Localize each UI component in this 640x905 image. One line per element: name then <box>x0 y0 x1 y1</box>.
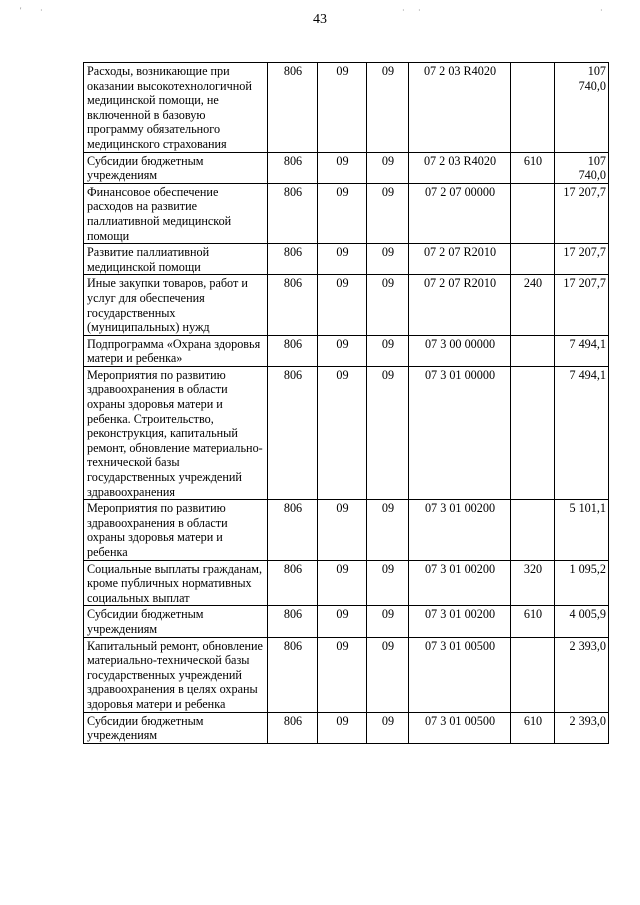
subsection-code-cell: 09 <box>367 500 409 560</box>
expense-type-cell <box>511 366 555 499</box>
table-row <box>84 63 609 153</box>
subsection-code-cell: 09 <box>367 335 409 366</box>
section-code-cell: 09 <box>318 63 367 153</box>
subsection-code-cell: 09 <box>367 183 409 243</box>
amount-cell: 17 207,7 <box>555 183 609 243</box>
section-code-cell: 09 <box>318 335 367 366</box>
table-row <box>84 712 609 743</box>
amount-cell: 107 740,0 <box>555 63 609 153</box>
target-article-cell: 07 2 03 R4020 <box>409 63 511 153</box>
section-code-cell: 09 <box>318 152 367 183</box>
expense-name-cell: Подпрограмма «Охрана здоровья матери и ребенка» <box>84 335 268 366</box>
expense-name-cell: Развитие паллиативной медицинской помощи <box>84 244 268 275</box>
budget-table <box>83 62 609 744</box>
table-row <box>84 560 609 606</box>
table-row <box>84 606 609 637</box>
expense-name-cell: Субсидии бюджетным учреждениям <box>84 712 268 743</box>
subsection-code-cell: 09 <box>367 275 409 335</box>
expense-name-cell: Субсидии бюджетным учреждениям <box>84 152 268 183</box>
department-code-cell: 806 <box>268 183 318 243</box>
section-code-cell: 09 <box>318 500 367 560</box>
subsection-code-cell: 09 <box>367 366 409 499</box>
amount-cell: 7 494,1 <box>555 366 609 499</box>
section-code-cell: 09 <box>318 606 367 637</box>
expense-name-cell: Мероприятия по развитию здравоохранения в области охраны здоровья матери и ребенка. Строительство, реконструкция, капитальный ремонт, обновление материально-технической базы государственных учреждений здравоохранения <box>84 366 268 499</box>
department-code-cell: 806 <box>268 637 318 712</box>
target-article-cell: 07 2 07 00000 <box>409 183 511 243</box>
amount-cell: 2 393,0 <box>555 637 609 712</box>
department-code-cell: 806 <box>268 244 318 275</box>
expense-type-cell <box>511 63 555 153</box>
target-article-cell: 07 2 07 R2010 <box>409 244 511 275</box>
table-row <box>84 335 609 366</box>
amount-cell: 17 207,7 <box>555 275 609 335</box>
table-row <box>84 637 609 712</box>
expense-name-cell: Иные закупки товаров, работ и услуг для обеспечения государственных (муниципальных) нужд <box>84 275 268 335</box>
department-code-cell: 806 <box>268 712 318 743</box>
expense-type-cell: 610 <box>511 152 555 183</box>
expense-type-cell: 610 <box>511 712 555 743</box>
expense-name-cell: Финансовое обеспечение расходов на развитие паллиативной медицинской помощи <box>84 183 268 243</box>
expense-name-cell: Мероприятия по развитию здравоохранения в области охраны здоровья матери и ребенка <box>84 500 268 560</box>
table-row <box>84 152 609 183</box>
table-row <box>84 275 609 335</box>
target-article-cell: 07 2 07 R2010 <box>409 275 511 335</box>
amount-cell: 4 005,9 <box>555 606 609 637</box>
page-number: 43 <box>313 12 327 27</box>
section-code-cell: 09 <box>318 560 367 606</box>
target-article-cell: 07 3 01 00200 <box>409 500 511 560</box>
target-article-cell: 07 3 01 00000 <box>409 366 511 499</box>
subsection-code-cell: 09 <box>367 152 409 183</box>
amount-cell: 17 207,7 <box>555 244 609 275</box>
expense-type-cell <box>511 335 555 366</box>
target-article-cell: 07 3 01 00200 <box>409 560 511 606</box>
department-code-cell: 806 <box>268 366 318 499</box>
target-article-cell: 07 3 01 00200 <box>409 606 511 637</box>
amount-cell: 107 740,0 <box>555 152 609 183</box>
expense-type-cell <box>511 500 555 560</box>
department-code-cell: 806 <box>268 275 318 335</box>
table-row <box>84 366 609 499</box>
target-article-cell: 07 3 01 00500 <box>409 712 511 743</box>
subsection-code-cell: 09 <box>367 606 409 637</box>
amount-cell: 7 494,1 <box>555 335 609 366</box>
expense-type-cell: 320 <box>511 560 555 606</box>
department-code-cell: 806 <box>268 152 318 183</box>
table-row <box>84 500 609 560</box>
table-row <box>84 183 609 243</box>
budget-table-body <box>84 63 609 744</box>
subsection-code-cell: 09 <box>367 244 409 275</box>
expense-type-cell: 610 <box>511 606 555 637</box>
expense-type-cell <box>511 244 555 275</box>
expense-name-cell: Субсидии бюджетным учреждениям <box>84 606 268 637</box>
department-code-cell: 806 <box>268 606 318 637</box>
amount-cell: 2 393,0 <box>555 712 609 743</box>
expense-name-cell: Расходы, возникающие при оказании высокотехнологичной медицинской помощи, не включенной в базовую программу обязательного медицинского страхования <box>84 63 268 153</box>
section-code-cell: 09 <box>318 244 367 275</box>
amount-cell: 1 095,2 <box>555 560 609 606</box>
target-article-cell: 07 3 00 00000 <box>409 335 511 366</box>
expense-name-cell: Социальные выплаты гражданам, кроме публичных нормативных социальных выплат <box>84 560 268 606</box>
expense-type-cell: 240 <box>511 275 555 335</box>
amount-cell: 5 101,1 <box>555 500 609 560</box>
section-code-cell: 09 <box>318 366 367 499</box>
target-article-cell: 07 3 01 00500 <box>409 637 511 712</box>
department-code-cell: 806 <box>268 335 318 366</box>
subsection-code-cell: 09 <box>367 712 409 743</box>
section-code-cell: 09 <box>318 637 367 712</box>
expense-type-cell <box>511 183 555 243</box>
section-code-cell: 09 <box>318 183 367 243</box>
expense-name-cell: Капитальный ремонт, обновление материально-технической базы государственных учреждений здравоохранения в целях охраны здоровья матери и ребенка <box>84 637 268 712</box>
department-code-cell: 806 <box>268 560 318 606</box>
expense-type-cell <box>511 637 555 712</box>
target-article-cell: 07 2 03 R4020 <box>409 152 511 183</box>
section-code-cell: 09 <box>318 275 367 335</box>
subsection-code-cell: 09 <box>367 63 409 153</box>
subsection-code-cell: 09 <box>367 560 409 606</box>
scan-marks: ' · · · · <box>20 6 603 15</box>
table-row <box>84 244 609 275</box>
section-code-cell: 09 <box>318 712 367 743</box>
department-code-cell: 806 <box>268 63 318 153</box>
department-code-cell: 806 <box>268 500 318 560</box>
subsection-code-cell: 09 <box>367 637 409 712</box>
